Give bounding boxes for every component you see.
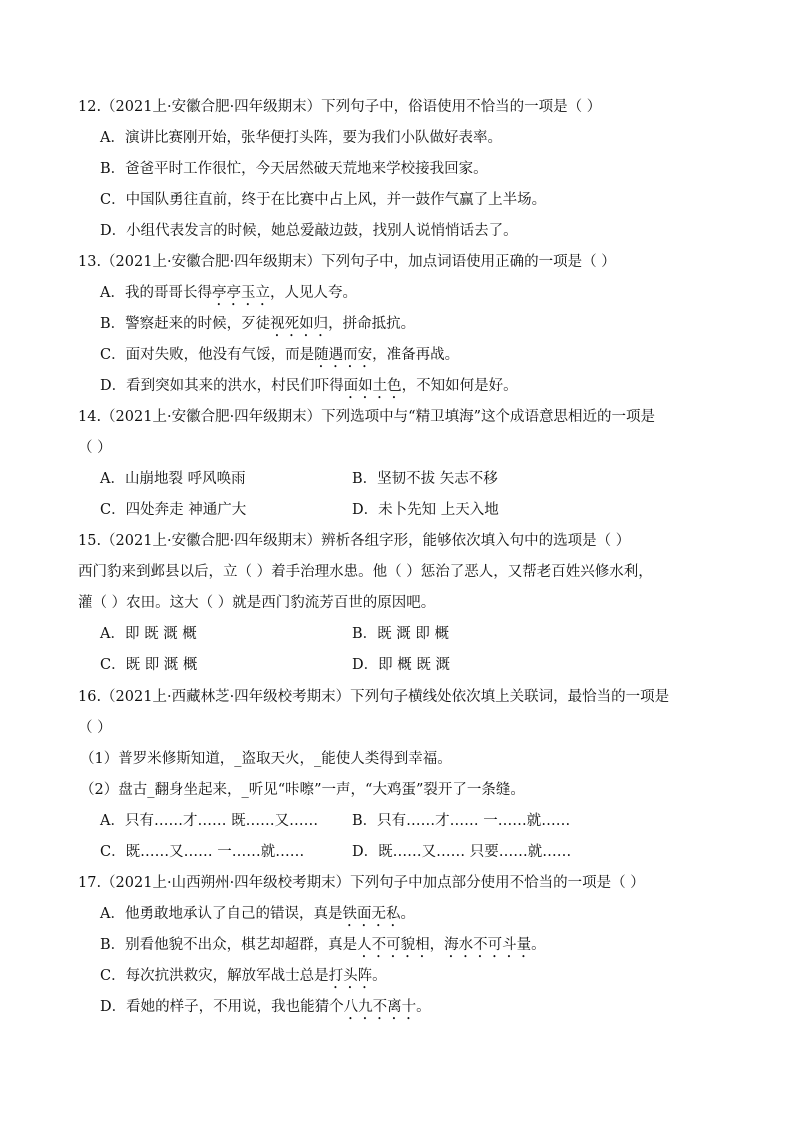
question-13-stem: 13.（2021上·安徽合肥·四年级期末）下列句子中，加点词语使用正确的一项是（ ） [78, 254, 616, 270]
question-16-option-b: B．只有……才…… 一……就…… [352, 813, 571, 829]
question-12-option-b: B．爸爸平时工作很忙，今天居然破天荒地来学校接我回家。 [100, 161, 488, 177]
emphasized-phrase: 铁面无私 [342, 906, 401, 922]
question-15-option-d: D．即 概 既 溉 [352, 657, 450, 673]
question-16-option-c: C．既……又…… 一……就…… [100, 844, 305, 860]
question-13-option-c: C．面对失败，他没有气馁，而是随遇而安，准备再战。 [100, 347, 460, 363]
question-15-option-b: B．既 溉 即 概 [352, 626, 449, 642]
question-16-sentence-1: （1）普罗米修斯知道，_盗取天火，_能使人类得到幸福。 [80, 751, 452, 767]
question-15-stem: 15.（2021上·安徽合肥·四年级期末）辨析各组字形，能够依次填入句中的选项是（ ） [78, 533, 631, 549]
emphasized-phrase: 视死如归 [270, 316, 329, 332]
question-16-option-a: A．只有……才…… 既……又…… [100, 813, 319, 829]
question-16-stem: 16.（2021上·西藏林芝·四年级校考期末）下列句子横线处依次填上关联词，最恰当的一项是 [78, 689, 670, 705]
question-12-stem: 12.（2021上·安徽合肥·四年级期末）下列句子中，俗语使用不恰当的一项是（ ） [78, 99, 602, 115]
question-12-option-d: D．小组代表发言的时候，她总爱敲边鼓，找别人说悄悄话去了。 [100, 223, 518, 239]
emphasized-phrase: 打头阵 [328, 968, 373, 984]
question-14-option-a: A．山崩地裂 呼风唤雨 [100, 471, 246, 487]
question-13-option-d: D．看到突如其来的洪水，村民们吓得面如土色，不知如何是好。 [100, 378, 518, 394]
question-14-stem: 14.（2021上·安徽合肥·四年级期末）下列选项中与“精卫填海”这个成语意思相近的一项是 [78, 409, 656, 425]
question-14-option-c: C．四处奔走 神通广大 [100, 502, 247, 518]
question-14-option-b: B．坚韧不拔 矢志不移 [352, 471, 498, 487]
emphasized-phrase: 亭亭玉立 [211, 285, 270, 301]
question-17-stem: 17.（2021上·山西朔州·四年级校考期末）下列句子中加点部分使用不恰当的一项是（ ） [78, 875, 645, 891]
emphasized-phrase: 面如土色 [343, 378, 402, 394]
question-14-option-d: D．未卜先知 上天入地 [352, 502, 499, 518]
question-15-option-a: A．即 既 溉 概 [100, 626, 197, 642]
question-15-passage-line-2: 灌（ ）农田。这大（ ）就是西门豹流芳百世的原因吧。 [78, 595, 436, 611]
question-12-option-a: A．演讲比赛刚开始，张华便打头阵，要为我们小队做好表率。 [100, 130, 502, 146]
question-16-answer-paren: （ ） [78, 720, 112, 736]
emphasized-phrase: 人不可貌相，海水不可斗量 [357, 937, 532, 953]
question-15-option-c: C．既 即 溉 概 [100, 657, 198, 673]
question-16-option-d: D．既……又…… 只要……就…… [352, 844, 572, 860]
question-12-option-c: C．中国队勇往直前，终于在比赛中占上风，并一鼓作气赢了上半场。 [100, 192, 547, 208]
emphasized-phrase: 八九不离十 [343, 999, 417, 1015]
question-15-passage-line-1: 西门豹来到邺县以后，立（ ）着手治理水患。他（ ）惩治了恶人，又帮老百姓兴修水利， [78, 564, 653, 580]
question-17-option-d: D．看她的样子，不用说，我也能猜个八九不离十。 [100, 999, 431, 1015]
question-14-answer-paren: （ ） [78, 440, 112, 456]
question-16-sentence-2: （2）盘古_翻身坐起来，_听见“咔嚓”一声，“大鸡蛋”裂开了一条缝。 [80, 782, 525, 798]
emphasized-phrase: 随遇而安 [314, 347, 373, 363]
question-17-option-c: C．每次抗洪救灾，解放军战士总是打头阵。 [100, 968, 387, 984]
question-13-option-a: A．我的哥哥长得亭亭玉立，人见人夸。 [100, 285, 357, 301]
question-17-option-a: A．他勇敢地承认了自己的错误，真是铁面无私。 [100, 906, 415, 922]
question-17-option-b: B．别看他貌不出众，棋艺却超群，真是人不可貌相，海水不可斗量。 [100, 937, 546, 953]
question-13-option-b: B．警察赶来的时候，歹徒视死如归，拼命抵抗。 [100, 316, 416, 332]
